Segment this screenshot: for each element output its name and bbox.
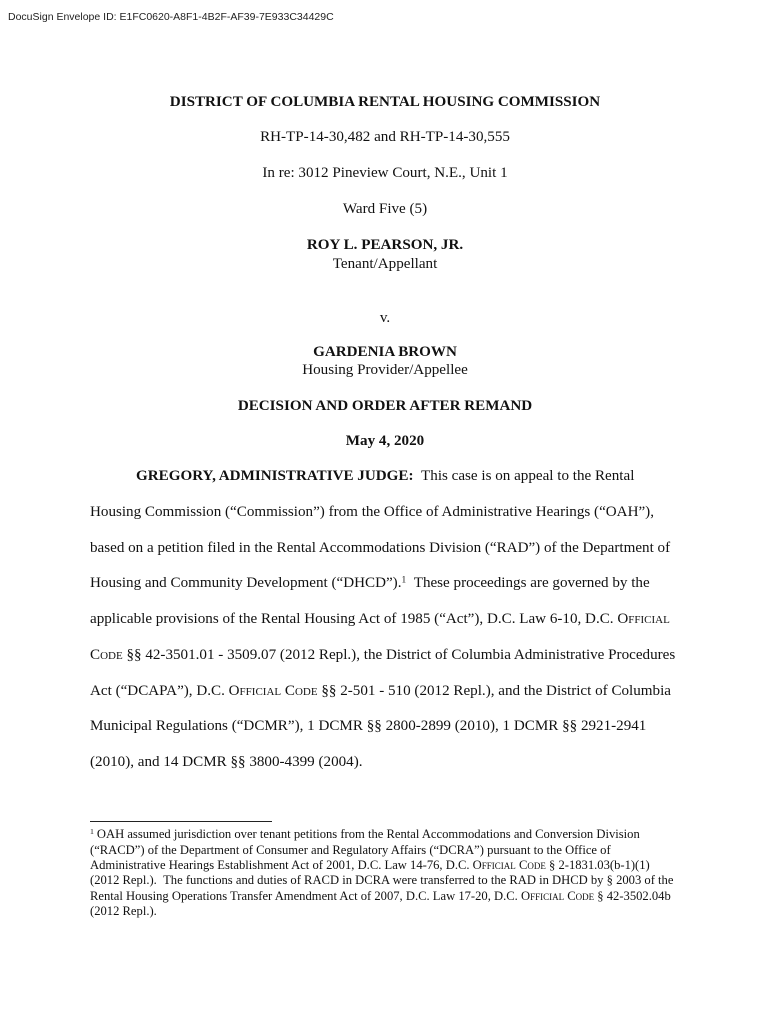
- ward: Ward Five (5): [342, 201, 428, 217]
- footnote-text: § 42-3502.04b: [597, 888, 671, 903]
- footnote-text: (2012 Repl.).: [90, 904, 157, 919]
- opinion-line: [90, 745, 710, 781]
- judge-attribution: GREGORY, ADMINISTRATIVE JUDGE:: [136, 468, 414, 484]
- opinion-text: based on a petition filed in the Rental Accommodations Division (“RAD”) of the Department of: [90, 539, 671, 556]
- opinion-text: Act (“DCAPA”), D.C.: [90, 682, 225, 699]
- opinion-line: [90, 674, 710, 710]
- footnote-text: The functions and duties of RACD in DCRA were transferred to the RAD in DHCD by § 2003 of the: [163, 873, 674, 888]
- opinion-text: applicable provisions of the Rental Housing Act of 1985 (“Act”), D.C. Law 6-10, D.C.: [90, 611, 614, 627]
- opinion-text: §§ 2-501 - 510 (2012 Repl.), and the District of Columbia: [321, 682, 671, 699]
- footnote-text: § 2-1831.03(b-1)(1): [549, 858, 650, 873]
- footnote-line: [90, 858, 710, 873]
- opinion-line: [90, 602, 710, 638]
- opinion-line: [90, 566, 710, 602]
- document-title: DECISION AND ORDER AFTER REMAND: [237, 398, 533, 414]
- tenant-role: Tenant/Appellant: [332, 256, 438, 272]
- commission-heading: DISTRICT OF COLUMBIA RENTAL HOUSING COMMISSION: [169, 94, 601, 110]
- small-caps-text: official: [520, 888, 565, 903]
- footnote-text: (“RACD”) of the Department of Consumer and Regulatory Affairs (“DCRA”) pursuant to the Office of: [90, 842, 611, 857]
- small-caps-text: official: [472, 858, 516, 873]
- opinion-line: [90, 531, 710, 567]
- housing-provider-role: Housing Provider/Appellee: [302, 362, 468, 378]
- tenant-name: ROY L. PEARSON, JR.: [306, 237, 464, 253]
- footnote-line: [90, 843, 710, 858]
- versus: v.: [379, 310, 391, 326]
- footnote-text: Rental Housing Operations Transfer Amendment Act of 2007, D.C. Law 17-20, D.C.: [90, 888, 518, 903]
- opinion-line: [90, 495, 710, 531]
- footnote-line: [90, 889, 710, 904]
- case-numbers: RH-TP-14-30,482 and RH-TP-14-30,555: [260, 129, 510, 145]
- footnote-line: [90, 904, 710, 919]
- opinion-paragraph: [90, 459, 710, 781]
- footnote-separator: [90, 821, 272, 822]
- opinion-line: [90, 638, 710, 674]
- opinion-text: (2010), and 14 DCMR §§ 3800-4399 (2004).: [90, 754, 363, 770]
- opinion-line: [90, 709, 710, 745]
- small-caps-text: official: [228, 682, 282, 699]
- opinion-text: Housing Commission (“Commission”) from the Office of Administrative Hearings (“OAH”),: [90, 503, 654, 520]
- property-reference: In re: 3012 Pineview Court, N.E., Unit 1: [262, 165, 508, 181]
- opinion-line: [90, 459, 710, 495]
- small-caps-text: official: [617, 611, 670, 627]
- small-caps-text: code: [284, 682, 318, 699]
- footnote-text: Administrative Hearings Establishment Act of 2001, D.C. Law 14-76, D.C.: [90, 858, 470, 873]
- footnote-reference: 1: [401, 575, 407, 586]
- opinion-text: §§ 42-3501.01 - 3509.07 (2012 Repl.), the District of Columbia Administrative Procedures: [126, 646, 676, 663]
- footnote-line: [90, 873, 710, 888]
- opinion-text: Housing and Community Development (“DHCD”).: [90, 575, 402, 592]
- docusign-envelope-id: DocuSign Envelope ID: E1FC0620-A8F1-4B2F-AF39-7E933C34429C: [8, 11, 334, 23]
- footnote-line: [90, 827, 710, 842]
- footnote-text: OAH assumed jurisdiction over tenant petitions from the Rental Accommodations and Conversion Division: [96, 827, 640, 842]
- opinion-text: These proceedings are governed by the: [413, 575, 650, 592]
- footnote-text: (2012 Repl.).: [90, 873, 157, 888]
- small-caps-text: code: [567, 888, 595, 903]
- footnote-number: 1: [90, 827, 94, 837]
- small-caps-text: code: [518, 858, 546, 873]
- footnote: [90, 827, 710, 919]
- housing-provider-name: GARDENIA BROWN: [313, 344, 457, 360]
- opinion-text: Municipal Regulations (“DCMR”), 1 DCMR §§ 2800-2899 (2010), 1 DCMR §§ 2921-2941: [90, 718, 647, 735]
- decision-date: May 4, 2020: [345, 433, 425, 449]
- small-caps-text: Code: [90, 646, 123, 663]
- opinion-text: This case is on appeal to the Rental: [421, 468, 635, 484]
